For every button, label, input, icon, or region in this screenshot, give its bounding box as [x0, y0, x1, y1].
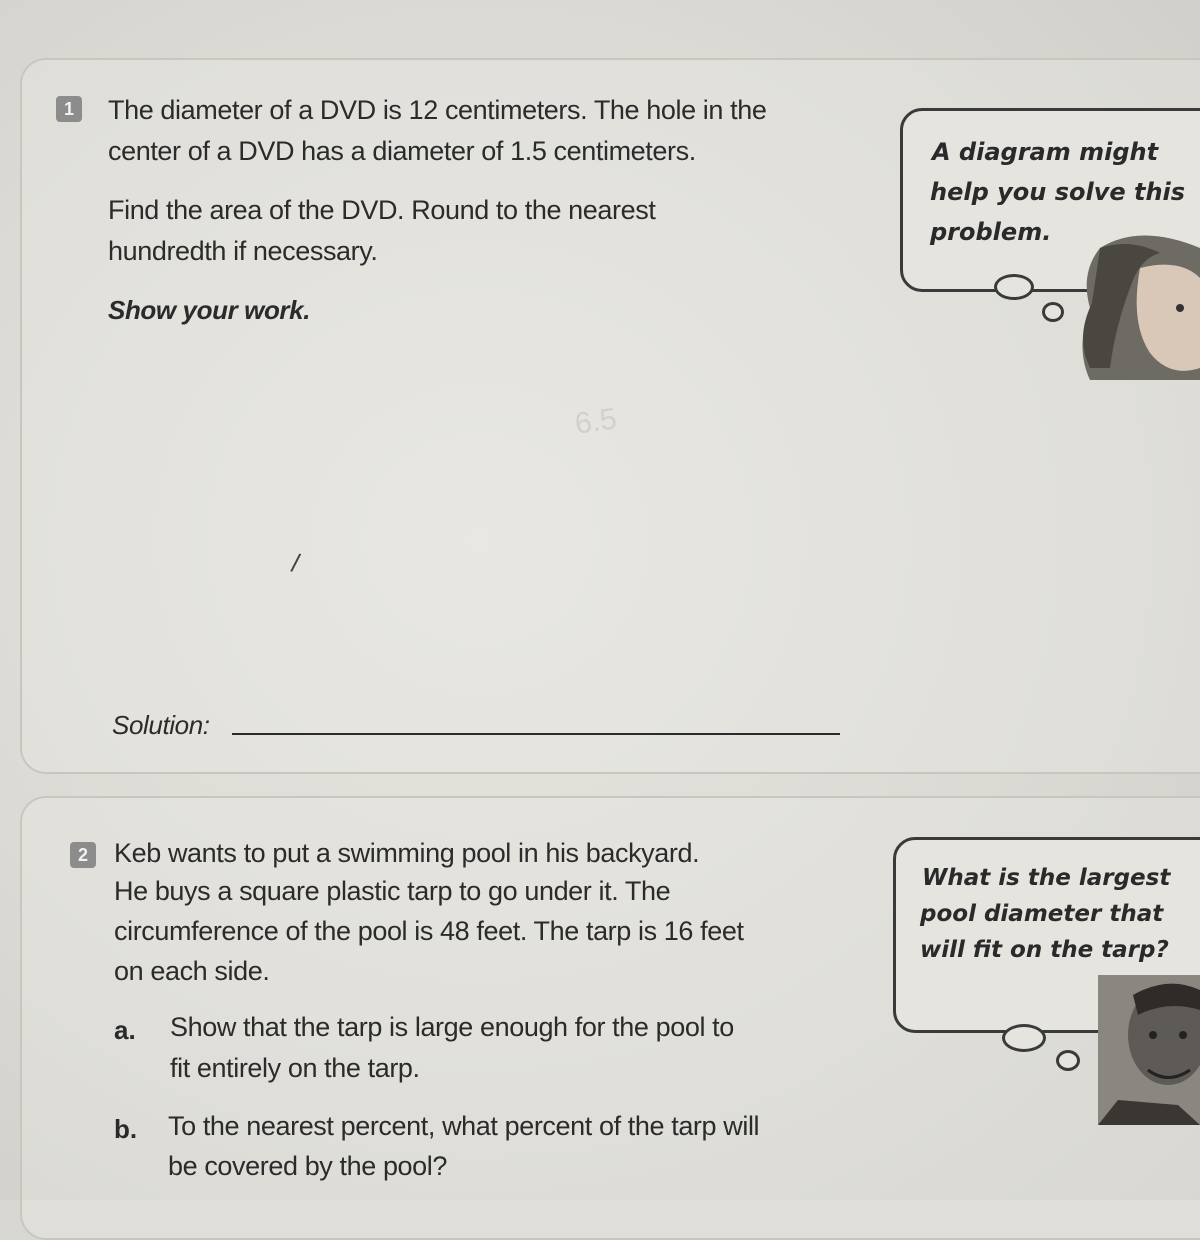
solution-label: Solution: — [112, 710, 210, 740]
hint-2-line-1: What is the largest — [922, 865, 1171, 891]
part-b-line-2: be covered by the pool? — [168, 1151, 448, 1181]
hint-1-line-2: help you solve this — [930, 178, 1186, 206]
hint-2-line-2: pool diameter that — [920, 901, 1164, 927]
part-a-line-2: fit entirely on the tarp. — [170, 1053, 420, 1083]
part-b-line-1: To the nearest percent, what percent of the tarp will — [168, 1111, 760, 1141]
bubble-2-tail-small — [1056, 1050, 1080, 1071]
problem-1-line-3: Find the area of the DVD. Round to the nearest — [108, 195, 656, 225]
bubble-2-tail-large — [1002, 1024, 1046, 1052]
hint-1-line-1: A diagram might — [932, 138, 1159, 166]
problem-1-number: 1 — [56, 96, 82, 122]
bubble-1-tail-small — [1042, 302, 1064, 322]
part-a-letter: a. — [114, 1015, 136, 1045]
problem-1-line-1: The diameter of a DVD is 12 centimeters. The hole in the — [108, 95, 767, 125]
problem-1-line-4: hundredth if necessary. — [108, 236, 378, 266]
pencil-mark-slash: / — [289, 547, 303, 579]
problem-2-line-4: on each side. — [114, 956, 270, 986]
problem-2-number: 2 — [70, 842, 96, 868]
part-b-letter: b. — [114, 1114, 138, 1144]
hint-1-line-3: problem. — [930, 218, 1052, 246]
problem-1-line-2: center of a DVD has a diameter of 1.5 centimeters. — [108, 136, 696, 166]
problem-2-line-2: He buys a square plastic tarp to go under it. The — [114, 876, 671, 906]
girl-avatar-icon — [1070, 228, 1200, 380]
hint-2-line-3: will fit on the tarp? — [920, 937, 1169, 963]
part-a-line-1: Show that the tarp is large enough for the pool to — [170, 1012, 734, 1042]
problem-2-line-3: circumference of the pool is 48 feet. The tarp is 16 feet — [114, 916, 744, 946]
problem-2-line-1: Keb wants to put a swimming pool in his backyard. — [114, 838, 700, 868]
boy-avatar-icon — [1098, 975, 1200, 1125]
bubble-1-tail-large — [994, 274, 1034, 300]
solution-answer-line[interactable] — [232, 733, 840, 735]
pencil-mark-number: 6.5 — [572, 402, 619, 441]
show-your-work-label: Show your work. — [108, 295, 311, 325]
